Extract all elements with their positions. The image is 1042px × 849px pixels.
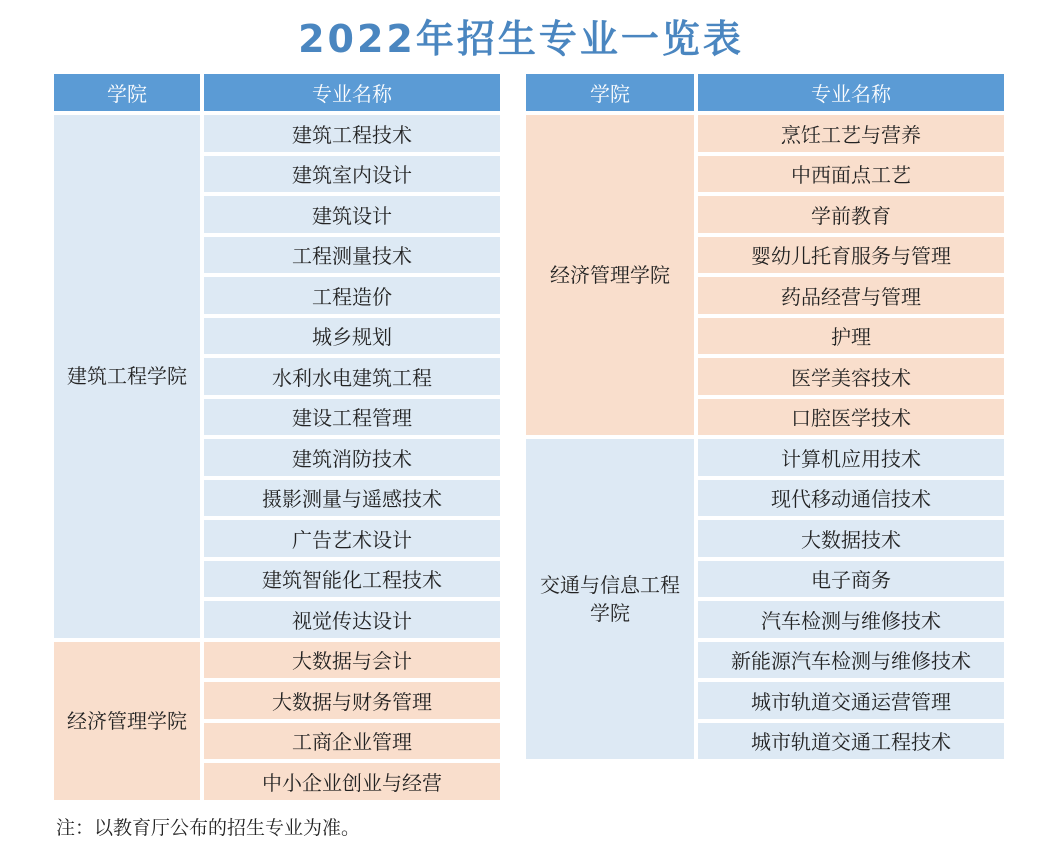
major-cell: 大数据与财务管理 <box>204 682 500 719</box>
major-cell: 建筑工程技术 <box>204 115 500 152</box>
major-cell: 大数据技术 <box>698 520 1004 557</box>
major-cell: 烹饪工艺与营养 <box>698 115 1004 152</box>
major-cell: 现代移动通信技术 <box>698 480 1004 517</box>
college-name-line: 交通与信息工程 <box>540 573 680 597</box>
major-cell: 广告艺术设计 <box>204 520 500 557</box>
table-header-row <box>526 74 1004 111</box>
header-college: 学院 <box>54 74 200 111</box>
major-cell: 中小企业创业与经营 <box>204 763 500 800</box>
college-cell: 经济管理学院 <box>526 115 694 435</box>
major-cell: 城市轨道交通工程技术 <box>698 723 1004 760</box>
major-cell: 口腔医学技术 <box>698 399 1004 436</box>
major-cell: 护理 <box>698 318 1004 355</box>
major-cell: 计算机应用技术 <box>698 439 1004 476</box>
major-cell: 学前教育 <box>698 196 1004 233</box>
table-row <box>54 115 500 152</box>
major-cell: 医学美容技术 <box>698 358 1004 395</box>
major-cell: 工程测量技术 <box>204 237 500 274</box>
header-major: 专业名称 <box>698 74 1004 111</box>
major-cell: 摄影测量与遥感技术 <box>204 480 500 517</box>
college-cell: 建筑工程学院 <box>54 115 200 638</box>
page-title: 2022年招生专业一览表 <box>298 17 744 61</box>
table-row <box>526 439 1004 476</box>
major-cell: 汽车检测与维修技术 <box>698 601 1004 638</box>
table-row <box>526 115 1004 152</box>
right-majors-table <box>522 70 1008 763</box>
college-cell <box>526 439 694 759</box>
major-cell: 建筑消防技术 <box>204 439 500 476</box>
major-cell: 工程造价 <box>204 277 500 314</box>
major-cell: 视觉传达设计 <box>204 601 500 638</box>
major-cell: 中西面点工艺 <box>698 156 1004 193</box>
major-cell: 城市轨道交通运营管理 <box>698 682 1004 719</box>
table-header-row <box>54 74 500 111</box>
major-cell: 婴幼儿托育服务与管理 <box>698 237 1004 274</box>
footnote: 注：以教育厅公布的招生专业为准。 <box>56 817 361 839</box>
header-college: 学院 <box>526 74 694 111</box>
major-cell: 水利水电建筑工程 <box>204 358 500 395</box>
major-cell: 药品经营与管理 <box>698 277 1004 314</box>
major-cell: 新能源汽车检测与维修技术 <box>698 642 1004 679</box>
college-name-line: 学院 <box>590 601 630 625</box>
major-cell: 建筑设计 <box>204 196 500 233</box>
major-cell: 城乡规划 <box>204 318 500 355</box>
major-cell: 工商企业管理 <box>204 723 500 760</box>
header-major: 专业名称 <box>204 74 500 111</box>
left-majors-table <box>50 70 504 804</box>
table-row <box>54 642 500 679</box>
major-cell: 建筑智能化工程技术 <box>204 561 500 598</box>
major-cell: 建筑室内设计 <box>204 156 500 193</box>
major-cell: 大数据与会计 <box>204 642 500 679</box>
major-cell: 电子商务 <box>698 561 1004 598</box>
college-cell: 经济管理学院 <box>54 642 200 800</box>
major-cell: 建设工程管理 <box>204 399 500 436</box>
